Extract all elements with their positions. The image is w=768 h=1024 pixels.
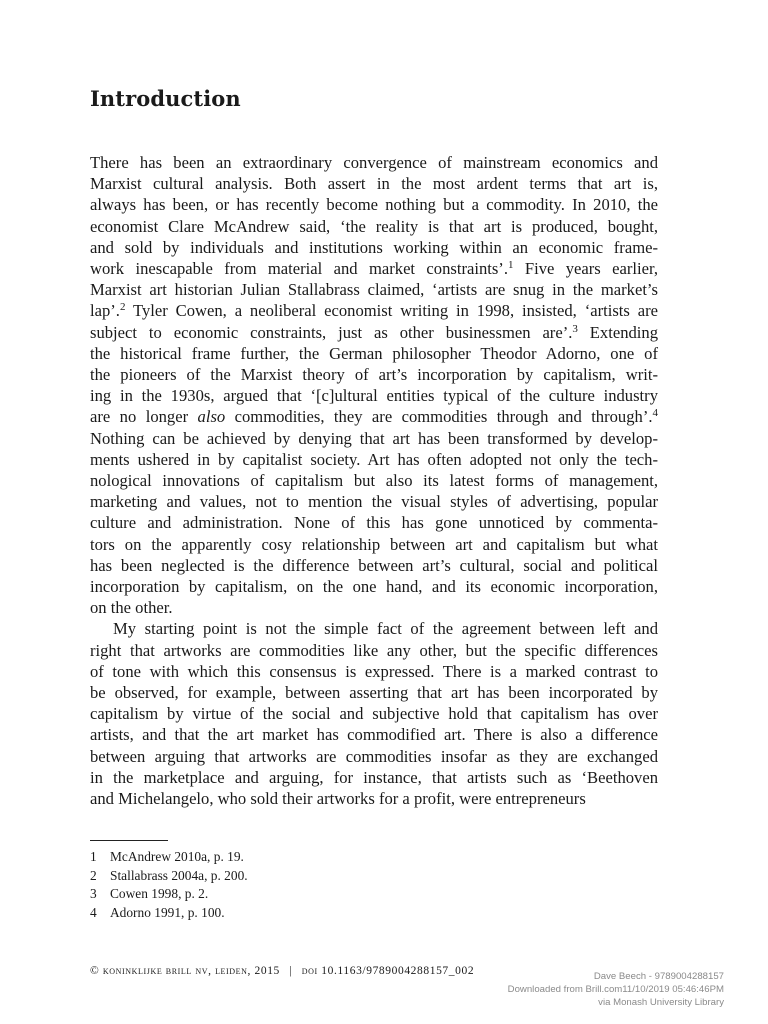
stamp-line: Dave Beech - 9789004288157	[593, 971, 724, 982]
text-line: on the other.	[90, 598, 173, 618]
footnote-item	[90, 867, 490, 886]
text-line: has been neglected is the difference between art’s cultural, social and political	[90, 555, 658, 575]
text-line: always has been, or has recently become nothing but a commodity. In 2010, the	[90, 195, 658, 215]
footnote-number: 2	[90, 867, 97, 883]
body-text	[90, 152, 658, 809]
chapter-title: Introduction	[90, 86, 241, 111]
text-line: My starting point is not the simple fact of the agreement between left and	[113, 619, 658, 639]
footnote-number: 4	[90, 904, 97, 920]
footnote-ref[interactable]: 2	[119, 301, 126, 314]
footnote-number: 3	[90, 886, 97, 901]
text-line: the historical frame further, the German philosopher Theodor Adorno, one of	[90, 343, 658, 363]
text-line: in the marketplace and arguing, for instance, that artists such as ‘Beethoven	[90, 767, 658, 787]
text-line: marketing and values, not to mention the visual styles of advertising, popular	[90, 492, 658, 512]
footnote-ref[interactable]: 4	[652, 407, 658, 420]
text-line: the pioneers of the Marxist theory of art’s incorporation by capitalism, writ-	[90, 365, 658, 385]
footnote-number: 1	[90, 849, 97, 864]
stamp-line: Downloaded from Brill.com11/10/2019 05:46:46PM	[507, 984, 724, 995]
text-line: Marxist cultural analysis. Both assert in the most ardent terms that art is,	[90, 174, 658, 194]
text-line: and Michelangelo, who sold their artworks for a profit, were entrepreneurs	[90, 789, 586, 809]
text-line: between arguing that artworks are commodities insofar as they are exchanged	[90, 746, 658, 766]
text-line: and sold by individuals and institutions working within an economic frame-	[90, 237, 658, 257]
text-line: right that artworks are commodities like any other, but the specific differences	[90, 640, 658, 660]
paragraph	[90, 618, 658, 809]
text-line: work inescapable from material and market constraints’.$^1$ Five years earlier,	[90, 259, 659, 279]
text-line: Marxist art historian Julian Stallabrass claimed, ‘artists are snug in the market’s	[90, 280, 658, 300]
stamp-line: via Monash University Library	[598, 997, 724, 1008]
text-line: lap’.$^2$ Tyler Cowen, a neoliberal economist writing in 1998, insisted, ‘artists are	[90, 301, 658, 321]
footnote-ref[interactable]: 3	[572, 322, 578, 335]
text-line: artists, and that the art market has commodified art. There is also a difference	[90, 725, 658, 745]
text-line: of tone with which this consensus is expressed. There is a marked contrast to	[90, 661, 658, 681]
text-line: culture and administration. None of this has gone unnoticed by commenta-	[90, 513, 658, 533]
text-line: ing in the 1930s, argued that ‘[c]ultural entities typical of the culture industry	[90, 386, 658, 406]
footer-separator: |	[289, 965, 293, 977]
text-line: tors on the apparently cosy relationship between art and capitalism but what	[90, 534, 658, 554]
publisher-line: koninklijke brill nv, leiden, 2015	[102, 965, 280, 977]
emphasis: also	[197, 407, 226, 427]
text-line: Nothing can be achieved by denying that art has been transformed by develop-	[90, 428, 658, 448]
text-line: are no longer also commodities, they are commodities through and through’.$^4$	[90, 407, 658, 427]
text-line: There has been an extraordinary convergence of mainstream economics and	[90, 153, 658, 172]
footnote-text: Cowen 1998, p. 2.	[110, 886, 209, 901]
text-line: be observed, for example, between asserting that art has been incorporated by	[90, 683, 658, 703]
download-stamp	[508, 970, 724, 1009]
footnote-item	[90, 904, 490, 923]
footnote-text: Stallabrass 2004a, p. 200.	[110, 867, 248, 883]
text-line: incorporation by capitalism, on the one hand, and its economic incorporation,	[90, 577, 658, 597]
footnote-text: Adorno 1991, p. 100.	[110, 904, 225, 920]
text-line: economist Clare McAndrew said, ‘the reality is that art is produced, bought,	[90, 216, 658, 236]
footnote-ref[interactable]: 1	[508, 259, 514, 272]
footnote-item	[90, 885, 490, 904]
text-line: subject to economic constraints, just as other businessmen are’.$^3$ Extending	[90, 322, 658, 342]
text-line: capitalism by virtue of the social and subjective hold that capitalism has over	[90, 704, 658, 724]
footnote-item	[90, 848, 490, 867]
footnotes	[90, 848, 490, 922]
footnote-rule	[90, 840, 168, 841]
copyright-footer	[90, 965, 474, 977]
paragraph	[90, 152, 658, 618]
text-line: ments ushered in by capitalist society. Art has often adopted not only the tech-	[90, 449, 658, 469]
copyright-symbol: ©	[90, 965, 100, 977]
footnote-text: McAndrew 2010a, p. 19.	[110, 849, 244, 864]
doi-link[interactable]: doi 10.1163/9789004288157_002	[301, 965, 475, 977]
text-line: nological innovations of capitalism but also its latest forms of management,	[90, 471, 658, 491]
